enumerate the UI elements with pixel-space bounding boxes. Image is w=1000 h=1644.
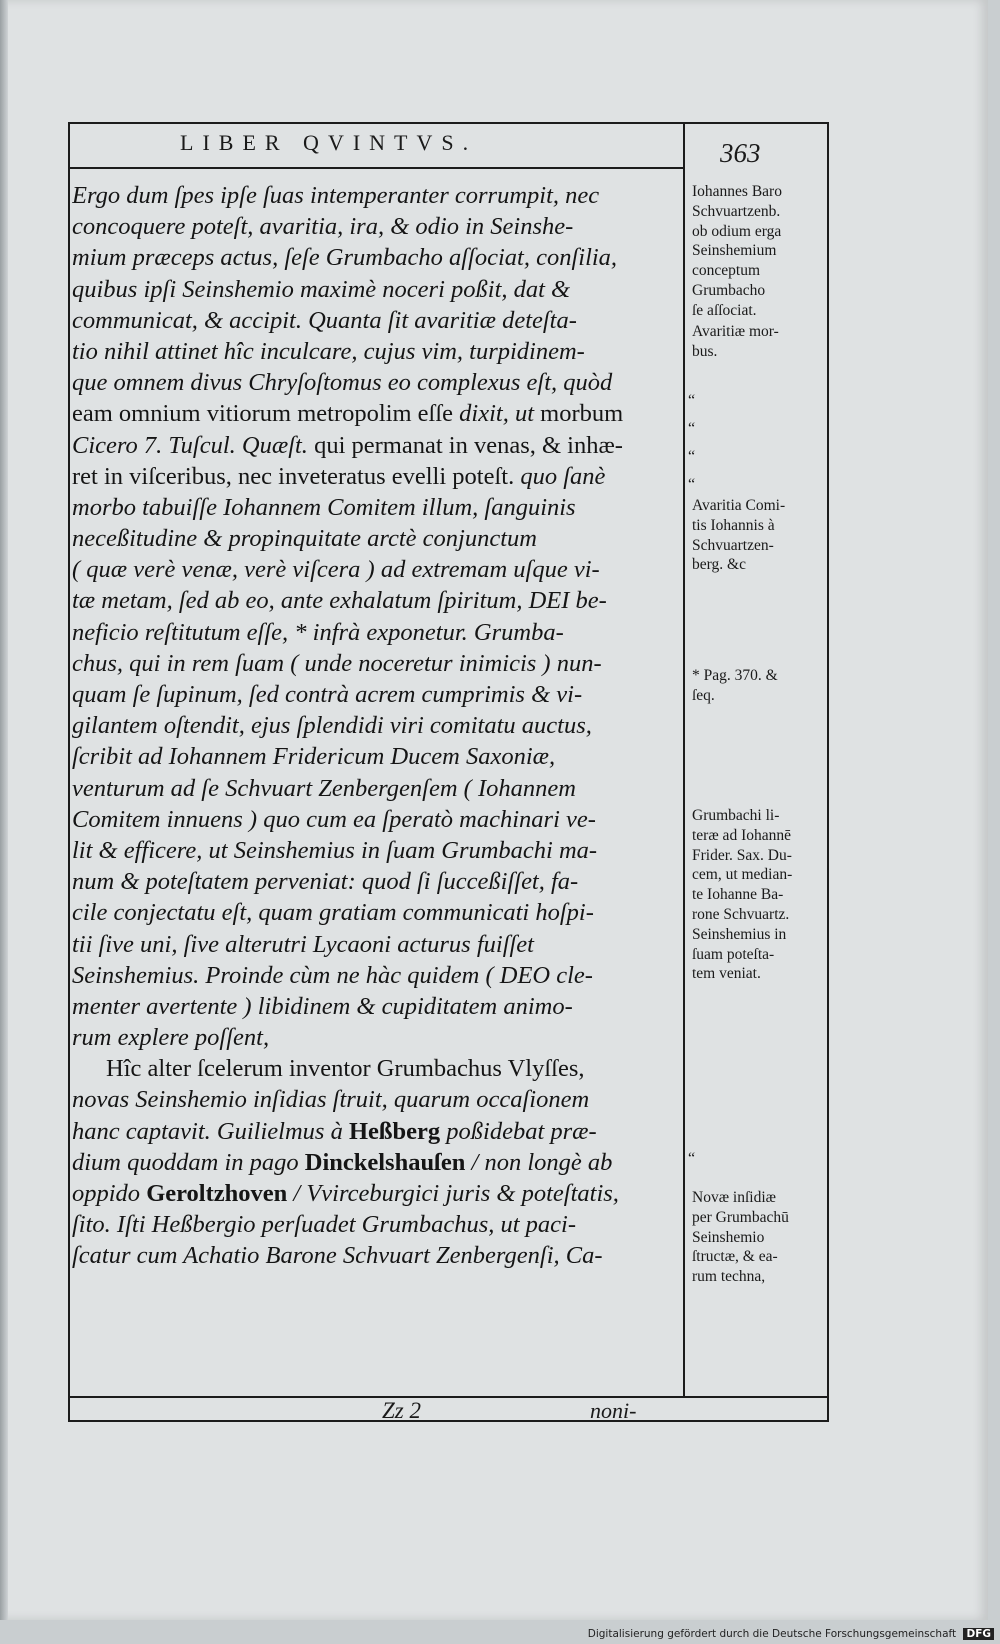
text-line bbox=[72, 960, 678, 991]
margin-column-rule bbox=[683, 122, 685, 1396]
text-run: tio nihil attinet hîc inculcare, cujus vim, turpidinem- bbox=[72, 337, 585, 365]
margin-note-line: Grumbacho bbox=[692, 281, 766, 299]
main-text bbox=[72, 180, 678, 1272]
text-line bbox=[72, 679, 678, 710]
text-line bbox=[72, 585, 678, 616]
text-line bbox=[72, 523, 678, 554]
margin-note-line: conceptum bbox=[692, 262, 761, 280]
margin-note-line: Avaritia Comi- bbox=[692, 497, 786, 514]
text-line bbox=[72, 430, 678, 461]
margin-note-line: Seinshemio bbox=[692, 1228, 765, 1246]
text-line bbox=[72, 1053, 678, 1084]
text-run: dium quoddam in pago bbox=[72, 1148, 305, 1176]
text-run: morbo tabuiſſe Iohannem Comitem illum, ſanguinis bbox=[72, 493, 576, 521]
text-line bbox=[72, 991, 678, 1022]
margin-note-line: bus. bbox=[692, 342, 718, 360]
text-run: oppido bbox=[72, 1180, 147, 1207]
text-line bbox=[72, 741, 678, 772]
text-run: rum explere poſſent, bbox=[72, 1024, 270, 1052]
text-line bbox=[72, 929, 678, 960]
margin-note-line: ſuam poteſta- bbox=[692, 945, 775, 963]
text-run: Comitem innuens ) quo cum ea ſperatò machinari ve- bbox=[72, 805, 596, 833]
margin-note-line: te Iohanne Ba- bbox=[692, 886, 784, 904]
text-line bbox=[72, 897, 678, 928]
margin-note-line: teræ ad Iohannē bbox=[692, 826, 791, 844]
margin-note bbox=[686, 666, 826, 706]
margin-note-line: Novæ inſidiæ bbox=[692, 1189, 776, 1206]
text-run: neficio reſtitutum eſſe, * infrà exponetur. Grumba- bbox=[72, 618, 564, 646]
text-line bbox=[72, 835, 678, 866]
text-line bbox=[72, 398, 678, 429]
text-line bbox=[72, 1178, 678, 1209]
text-run: lit & efficere, ut Seinshemius in ſuam Grumbachi ma- bbox=[72, 836, 598, 864]
text-run: Ergo dum ſpes ipſe ſuas intemperanter corrumpit, nec bbox=[72, 182, 600, 209]
text-run: gilantem oſtendit, ejus ſplendidi viri comitatu auctus, bbox=[72, 712, 592, 740]
text-run: / non longè ab bbox=[465, 1148, 613, 1176]
margin-note-line: Frider. Sax. Du- bbox=[692, 846, 792, 864]
quote-mark: “ bbox=[688, 420, 696, 437]
text-line bbox=[72, 1209, 678, 1240]
quote-mark: “ bbox=[688, 1150, 696, 1167]
text-line bbox=[72, 554, 678, 585]
blackletter-run: Heßberg bbox=[348, 1117, 441, 1145]
text-line bbox=[72, 242, 678, 273]
margin-note-line: per Grumbachū bbox=[692, 1208, 789, 1226]
text-run: hanc captavit. Guilielmus à bbox=[72, 1117, 349, 1145]
quote-mark: “ bbox=[688, 392, 696, 409]
text-run: eam omnium vitiorum metropolim eſſe bbox=[72, 400, 460, 428]
margin-note-line: tem veniat. bbox=[692, 965, 761, 983]
text-run: tæ metam, ſed ab eo, ante exhalatum ſpiritum, DEI be- bbox=[72, 587, 607, 615]
text-run: / Vvirceburgici juris & poteſtatis, bbox=[287, 1180, 619, 1207]
text-run: que omnem divus Chryſoſtomus eo complexus eſt, quòd bbox=[72, 369, 613, 397]
text-line bbox=[72, 866, 678, 897]
margin-note-line: tis Iohannis à bbox=[692, 516, 775, 534]
margin-note-line: Seinshemium bbox=[692, 242, 777, 260]
text-line bbox=[72, 1240, 678, 1271]
text-line bbox=[72, 211, 678, 242]
margin-note-line: ob odium erga bbox=[692, 222, 782, 240]
page-spine bbox=[0, 0, 8, 1620]
text-run: ( quæ verè venæ, verè viſcera ) ad extremam uſque vi- bbox=[72, 556, 600, 584]
margin-note-line: rum techna, bbox=[692, 1268, 766, 1286]
text-line bbox=[72, 305, 678, 336]
margin-note-line: cem, ut median- bbox=[692, 866, 793, 884]
text-run: mium præceps actus, ſeſe Grumbacho aſſociat, conſilia, bbox=[72, 244, 618, 272]
digitization-credit: Digitalisierung gefördert durch die Deutsche Forschungsgemeinschaft bbox=[587, 1628, 957, 1640]
text-line bbox=[72, 804, 678, 835]
margin-note-line: Schvuartzenb. bbox=[692, 202, 781, 220]
margin-note bbox=[686, 182, 826, 321]
blackletter-run: Geroltzhoven bbox=[146, 1180, 288, 1207]
text-run: ſcatur cum Achatio Barone Schvuart Zenbergenſi, Ca- bbox=[72, 1242, 603, 1270]
text-line bbox=[72, 1147, 678, 1178]
text-line bbox=[72, 1116, 678, 1147]
digitization-footer bbox=[588, 1628, 994, 1640]
text-run: quibus ipſi Seinshemio maximè noceri poßit, dat & bbox=[72, 275, 571, 303]
margin-note bbox=[686, 496, 826, 575]
running-head: LIBER QVINTVS. bbox=[180, 130, 478, 155]
text-run: chus, qui in rem ſuam ( unde noceretur inimicis ) nun- bbox=[72, 649, 602, 677]
text-run: poßidebat præ- bbox=[440, 1117, 597, 1145]
dfg-logo: DFG bbox=[963, 1628, 994, 1640]
margin-note-line: ſtructæ, & ea- bbox=[692, 1248, 778, 1266]
text-run: menter avertente ) libidinem & cupiditatem animo- bbox=[72, 992, 573, 1020]
text-run: neceßitudine & propinquitate arctè conjunctum bbox=[72, 525, 537, 553]
text-run: ret in viſceribus, nec inveteratus evelli poteſt. bbox=[72, 462, 521, 490]
margin-note-line: rone Schvuartz. bbox=[692, 905, 790, 923]
text-run: qui permanat in venas, & inhæ- bbox=[314, 431, 623, 459]
margin-note-line: Iohannes Baro bbox=[692, 183, 782, 200]
margin-note-line: ſe aſſociat. bbox=[692, 301, 757, 319]
text-run: communicat, & accipit. Quanta ſit avaritiæ deteſta- bbox=[72, 306, 577, 334]
signature-mark: Zz 2 bbox=[382, 1398, 421, 1423]
text-line bbox=[72, 773, 678, 804]
footer-rule bbox=[68, 1396, 827, 1398]
header-rule bbox=[68, 167, 683, 169]
text-run: ſcribit ad Iohannem Fridericum Ducem Saxoniæ, bbox=[72, 743, 556, 771]
margin-note-line: berg. &c bbox=[692, 556, 746, 574]
text-run: novas Seinshemio inſidias ſtruit, quarum occaſionem bbox=[72, 1086, 590, 1114]
margin-note-line: Seinshemius in bbox=[692, 925, 787, 943]
text-run: Hîc alter ſcelerum inventor Grumbachus Vlyſſes, bbox=[106, 1055, 585, 1083]
text-run: quam ſe ſupinum, ſed contrà acrem cumprimis & vi- bbox=[72, 681, 583, 708]
text-run: dixit, ut bbox=[459, 400, 535, 428]
text-run: ſito. Iſti Heßbergio perſuadet Grumbachus, ut paci- bbox=[72, 1211, 576, 1239]
text-run: cile conjectatu eſt, quam gratiam communicati hoſpi- bbox=[72, 899, 594, 927]
catchword: noni- bbox=[590, 1398, 637, 1423]
text-line bbox=[72, 336, 678, 367]
text-line bbox=[72, 180, 678, 211]
text-line bbox=[72, 367, 678, 398]
margin-note-line: Schvuartzen- bbox=[692, 536, 774, 554]
text-run: Cicero 7. Tuſcul. Quæſt. bbox=[72, 431, 315, 459]
margin-note-line: Grumbachi li- bbox=[692, 807, 780, 824]
text-line bbox=[72, 710, 678, 741]
text-line bbox=[72, 648, 678, 679]
margin-note-line: Avaritiæ mor- bbox=[692, 323, 779, 340]
text-line bbox=[72, 617, 678, 648]
text-line bbox=[72, 461, 678, 492]
margin-note bbox=[686, 806, 826, 984]
margin-note-line: * Pag. 370. & bbox=[692, 667, 778, 684]
text-run: concoquere poteſt, avaritia, ira, & odio in Seinshe- bbox=[72, 213, 574, 241]
text-run: Seinshemius. Proinde cùm ne hàc quidem ( DEO cle- bbox=[72, 961, 593, 989]
margin-note bbox=[686, 1188, 826, 1287]
text-line bbox=[72, 492, 678, 523]
text-run: quo ſanè bbox=[520, 462, 606, 490]
text-line bbox=[72, 1084, 678, 1115]
page-number: 363 bbox=[720, 138, 761, 168]
text-run: morbum bbox=[534, 400, 624, 428]
quote-mark: “ bbox=[688, 448, 696, 465]
blackletter-run: Dinckelshauſen bbox=[304, 1148, 466, 1176]
text-run: venturum ad ſe Schvuart Zenbergenſem ( Iohannem bbox=[72, 774, 576, 802]
margin-note-line: ſeq. bbox=[692, 686, 715, 704]
text-line bbox=[72, 1022, 678, 1053]
text-run: tii ſive uni, ſive alterutri Lycaoni acturus fuiſſet bbox=[72, 930, 534, 958]
text-run: num & poteſtatem perveniat: quod ſi ſucceßiſſet, fa- bbox=[72, 868, 579, 896]
quote-mark: “ bbox=[688, 476, 696, 493]
margin-note bbox=[686, 322, 826, 362]
text-line bbox=[72, 274, 678, 305]
